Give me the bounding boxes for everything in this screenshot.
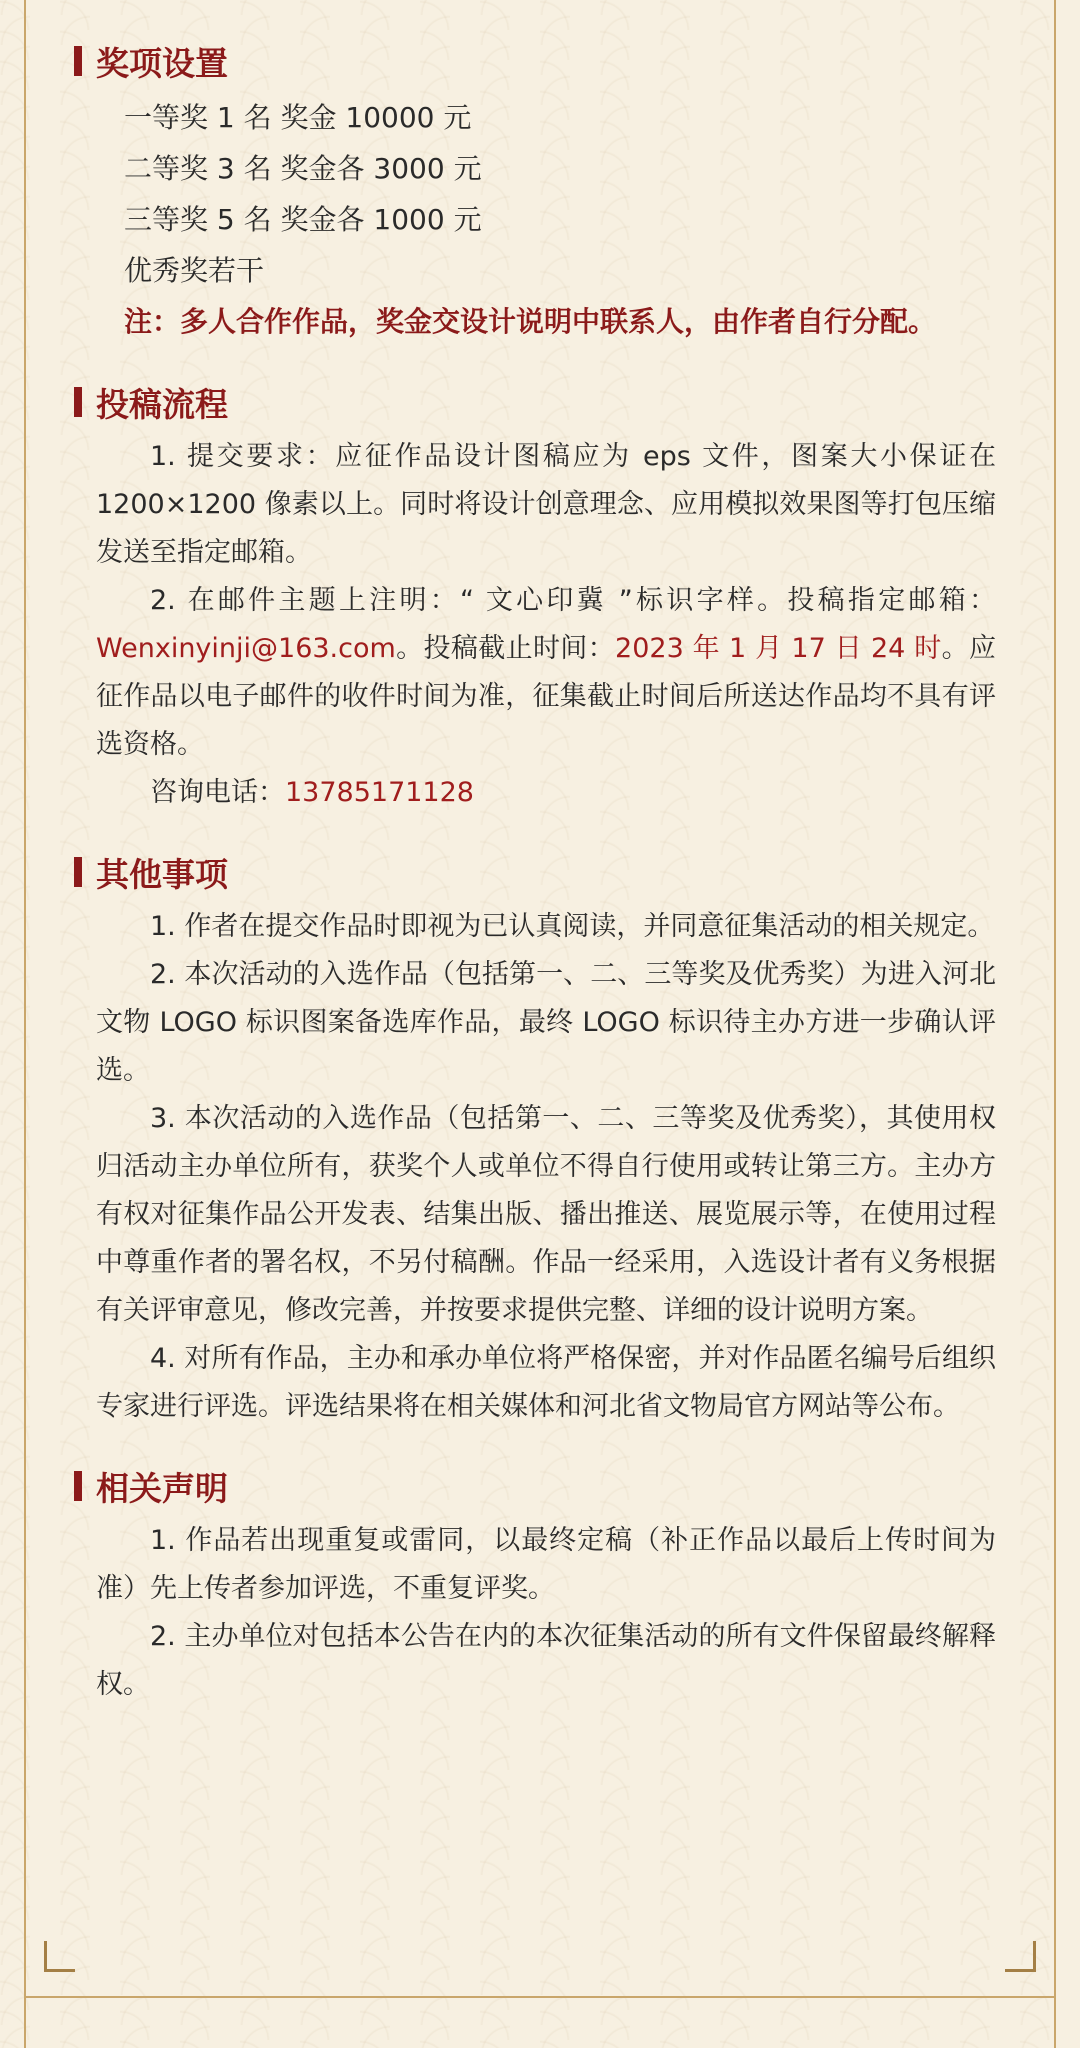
section-heading [96, 371, 996, 433]
other-item: 4. 对所有作品，主办和承办单位将严格保密，并对作品匿名编号后组织专家进行评选。评选结果将在相关媒体和河北省文物局官方网站等公布。 [96, 1343, 996, 1422]
process-title: 投稿流程 [96, 384, 228, 424]
statement-item: 1. 作品若出现重复或雷同，以最终定稿（补正作品以最后上传时间为准）先上传者参加评选，不重复评奖。 [96, 1525, 996, 1604]
process-paragraph-1: 1. 提交要求：应征作品设计图稿应为 eps 文件，图案大小保证在 1200×1200 像素以上。同时将设计创意理念、应用模拟效果图等打包压缩发送至指定邮箱。 [96, 441, 996, 568]
p2-mid: 。投稿截止时间： [395, 633, 616, 664]
section-heading [96, 1455, 996, 1517]
email-link[interactable]: Wenxinyinji@163.com [96, 633, 396, 664]
corner-ornament-right [1005, 1941, 1036, 1972]
heading-bar-icon [74, 46, 82, 76]
award-line: 二等奖 3 名 奖金各 3000 元 [124, 152, 482, 185]
other-item: 3. 本次活动的入选作品（包括第一、二、三等奖及优秀奖），其使用权归活动主办单位所有，获奖个人或单位不得自行使用或转让第三方。主办方有权对征集作品公开发表、结集出版、播出推送、展览展示等，在使用过程中尊重作者的署名权，不另付稿酬。作品一经采用，入选设计者有义务根据有关评审意见，修改完善，并按要求提供完整、详细的设计说明方案。 [96, 1103, 996, 1326]
heading-bar-icon [74, 387, 82, 417]
other-item: 1. 作者在提交作品时即视为已认真阅读，并同意征集活动的相关规定。 [150, 911, 995, 942]
statement-section [96, 1455, 996, 1709]
process-section [96, 371, 996, 817]
heading-bar-icon [74, 857, 82, 887]
phone-number[interactable]: 13785171128 [285, 777, 474, 808]
phone-label: 咨询电话： [150, 777, 285, 808]
award-line: 三等奖 5 名 奖金各 1000 元 [124, 203, 482, 236]
content [96, 30, 996, 1733]
awards-section [96, 30, 996, 347]
awards-title: 奖项设置 [96, 43, 228, 83]
deadline-text: 2023 年 1 月 17 日 24 时 [615, 633, 942, 664]
statement-item: 2. 主办单位对包括本公告在内的本次征集活动的所有文件保留最终解释权。 [96, 1621, 996, 1700]
section-heading [96, 30, 996, 92]
statement-title: 相关声明 [96, 1468, 228, 1508]
process-paragraph-2 [96, 577, 996, 769]
p2-prefix: 2. 在邮件主题上注明：“ 文心印冀 ”标识字样。投稿指定邮箱： [150, 585, 996, 616]
other-title: 其他事项 [96, 854, 228, 894]
award-line: 一等奖 1 名 奖金 10000 元 [124, 101, 472, 134]
frame-left-border [24, 0, 26, 2048]
p2-suffix: 。应征作品以电子邮件的收件时间为准，征集截止时间后所送达作品均不具有评选资格。 [96, 633, 997, 760]
consult-phone-line [96, 769, 996, 817]
award-line: 优秀奖若干 [124, 254, 265, 287]
other-section [96, 841, 996, 1431]
award-note: 注：多人合作作品，奖金交设计说明中联系人，由作者自行分配。 [124, 305, 937, 338]
corner-ornament-left [44, 1941, 75, 1972]
heading-bar-icon [74, 1471, 82, 1501]
frame-right-border [1054, 0, 1056, 2048]
frame-bottom-border [24, 1996, 1056, 1998]
section-heading [96, 841, 996, 903]
other-item: 2. 本次活动的入选作品（包括第一、二、三等奖及优秀奖）为进入河北文物 LOGO 标识图案备选库作品，最终 LOGO 标识待主办方进一步确认评选。 [96, 959, 996, 1086]
